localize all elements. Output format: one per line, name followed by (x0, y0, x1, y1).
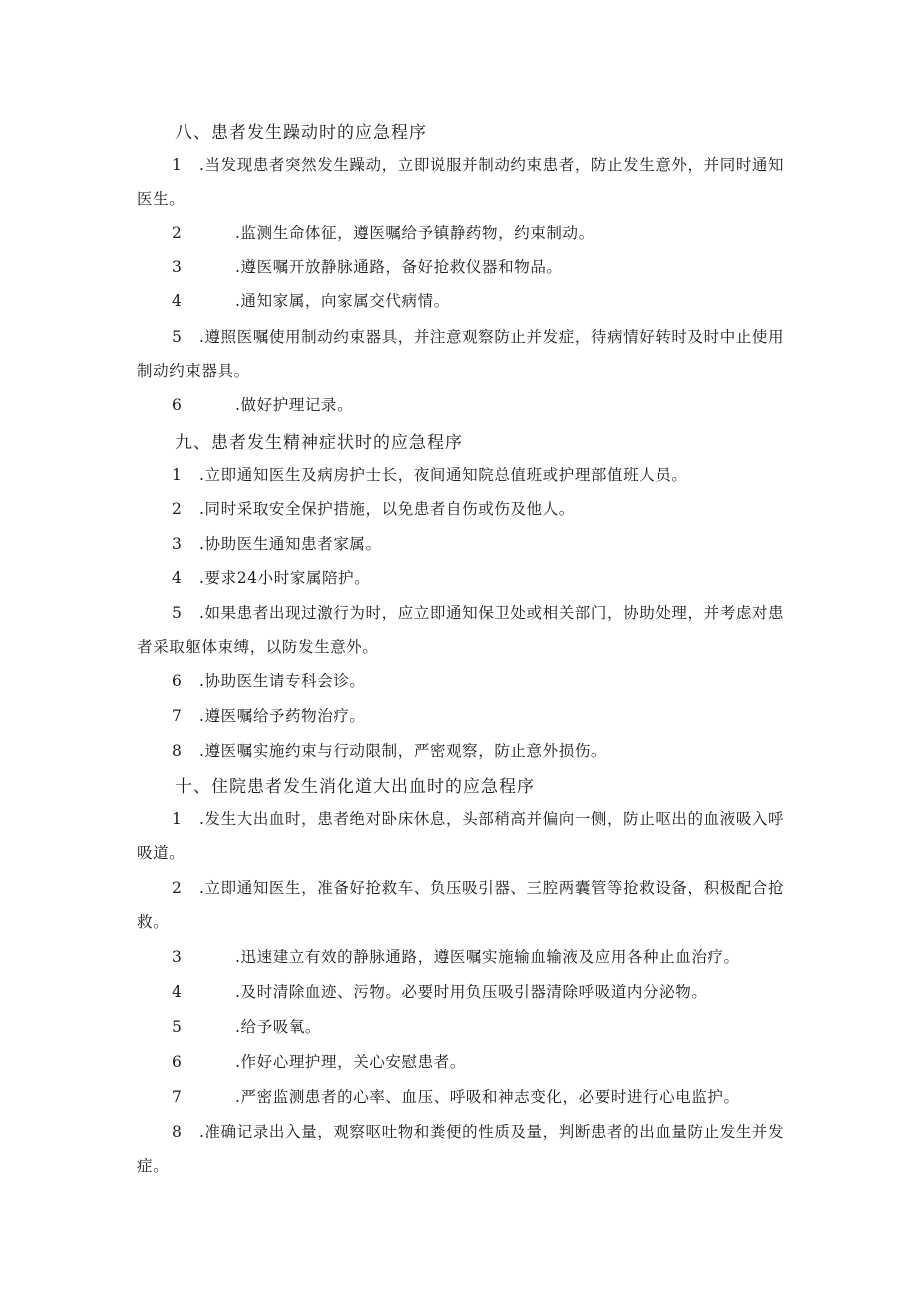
item-number: 4 (172, 983, 183, 1001)
item-number: 2 (172, 879, 183, 897)
list-item (137, 527, 799, 561)
item-text: .遵医嘱给予药物治疗。 (199, 707, 366, 725)
list-item (137, 148, 799, 216)
item-number: 5 (172, 328, 183, 346)
list-item (137, 492, 799, 526)
item-number: 8 (172, 1123, 183, 1141)
item-number: 3 (172, 535, 183, 553)
item-number: 1 (172, 156, 183, 174)
item-text: .通知家属，向家属交代病情。 (235, 292, 450, 310)
item-text: .遵照医嘱使用制动约束器具，并注意观察防止并发症，待病情好转时及时中止使用制动约束器具。 (137, 328, 785, 380)
item-text: .遵医嘱实施约束与行动限制，严密观察，防止意外损伤。 (199, 742, 608, 760)
item-number: 3 (172, 258, 183, 276)
section-heading: 九、患者发生精神症状时的应急程序 (175, 433, 463, 453)
list-item (137, 320, 799, 388)
item-text: .及时清除血迹、污物。必要时用负压吸引器清除呼吸道内分泌物。 (235, 983, 708, 1001)
list-item (137, 664, 799, 698)
item-text: .立即通知医生及病房护士长，夜间通知院总值班或护理部值班人员。 (199, 466, 688, 484)
list-item (137, 1045, 799, 1079)
item-number: 6 (172, 396, 183, 414)
item-text: .当发现患者突然发生躁动，立即说服并制动约束患者，防止发生意外，并同时通知医生。 (137, 156, 785, 208)
item-number: 2 (172, 500, 183, 518)
list-item (137, 388, 799, 422)
list-item (137, 975, 799, 1009)
list-item (137, 216, 799, 250)
item-number: 8 (172, 742, 183, 760)
item-text: .作好心理护理，关心安慰患者。 (235, 1053, 466, 1071)
item-text: .监测生命体征，遵医嘱给予镇静药物，约束制动。 (235, 224, 595, 242)
list-item (137, 699, 799, 733)
item-number: 1 (172, 466, 183, 484)
list-item (137, 561, 799, 595)
section-heading: 八、患者发生躁动时的应急程序 (175, 123, 427, 143)
list-item (137, 1115, 799, 1183)
item-text: .准确记录出入量，观察呕吐物和粪便的性质及量，判断患者的出血量防止发生并发症。 (137, 1123, 785, 1175)
item-text: .协助医生请专科会诊。 (199, 672, 366, 690)
list-item (137, 734, 799, 768)
item-text: .如果患者出现过激行为时，应立即通知保卫处或相关部门，协助处理，并考虑对患者采取躯体束缚，以防发生意外。 (137, 604, 785, 656)
item-number: 4 (172, 569, 183, 587)
list-item (137, 250, 799, 284)
item-number: 1 (172, 810, 183, 828)
item-number: 6 (172, 672, 183, 690)
item-number: 7 (172, 707, 183, 725)
item-text: .同时采取安全保护措施，以免患者自伤或伤及他人。 (199, 500, 575, 518)
item-text: .立即通知医生，准备好抢救车、负压吸引器、三腔两囊管等抢救设备，积极配合抢救。 (137, 879, 785, 931)
item-number: 4 (172, 292, 183, 310)
section-heading: 十、住院患者发生消化道大出血时的应急程序 (175, 777, 535, 797)
item-number: 6 (172, 1053, 183, 1071)
item-text: .给予吸氧。 (235, 1018, 322, 1036)
item-number: 5 (172, 1018, 183, 1036)
list-item (137, 871, 799, 939)
item-number: 7 (172, 1088, 183, 1106)
list-item (137, 1010, 799, 1044)
list-item (137, 940, 799, 974)
item-text: .协助医生通知患者家属。 (199, 535, 382, 553)
list-item (137, 458, 799, 492)
list-item (137, 596, 799, 664)
item-text: .要求24小时家属陪护。 (199, 569, 371, 587)
list-item (137, 1080, 799, 1114)
item-text: .迅速建立有效的静脉通路，遵医嘱实施输血输液及应用各种止血治疗。 (235, 948, 740, 966)
item-text: .发生大出血时，患者绝对卧床休息，头部稍高并偏向一侧，防止呕出的血液吸入呼吸道。 (137, 810, 785, 862)
item-number: 3 (172, 948, 183, 966)
item-text: .做好护理记录。 (235, 396, 354, 414)
item-text: .严密监测患者的心率、血压、呼吸和神志变化，必要时进行心电监护。 (235, 1088, 740, 1106)
item-number: 5 (172, 604, 183, 622)
list-item (137, 802, 799, 870)
item-text: .遵医嘱开放静脉通路，备好抢救仪器和物品。 (235, 258, 563, 276)
item-number: 2 (172, 224, 183, 242)
list-item (137, 284, 799, 318)
